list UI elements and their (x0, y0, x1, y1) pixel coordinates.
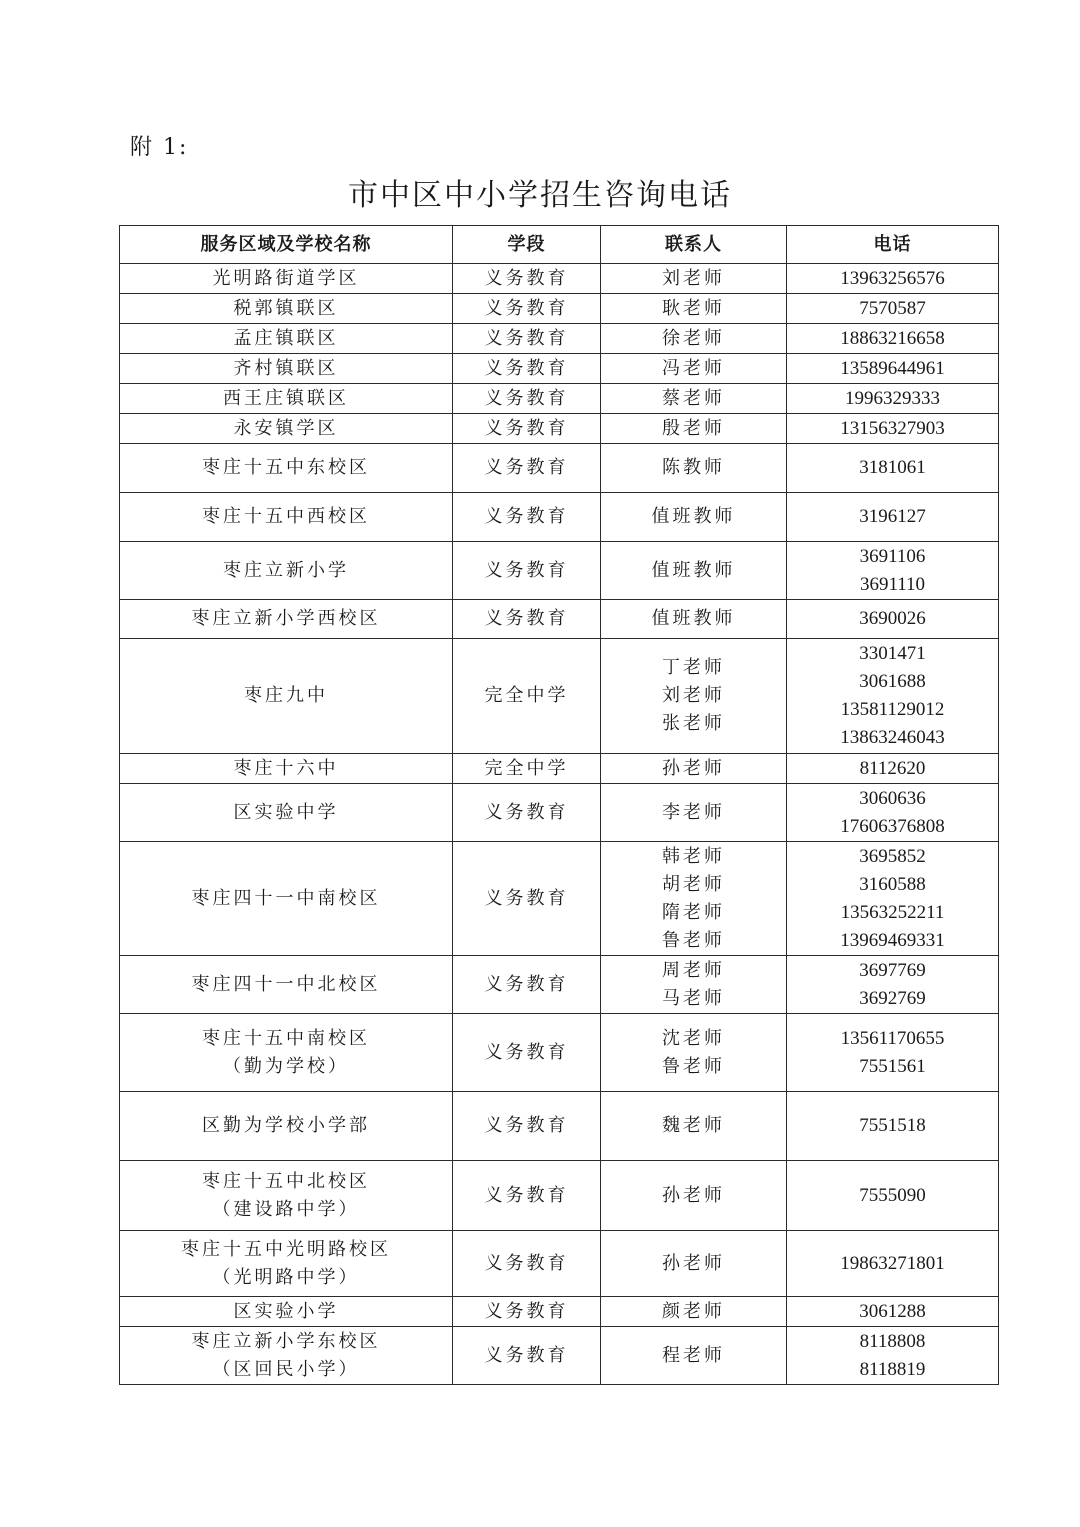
school-name-cell (120, 414, 453, 444)
header-stage: 学段 (453, 226, 601, 264)
contact-cell (601, 324, 787, 354)
contact-line: 冯老师 (662, 357, 725, 379)
school-name-cell (120, 1297, 453, 1327)
stage-cell: 义务教育 (453, 264, 601, 294)
phone-cell (787, 1014, 999, 1092)
school-name-line: 枣庄十五中北校区 (202, 1170, 370, 1192)
contact-line: 程老师 (662, 1344, 725, 1366)
school-name-line: 齐村镇联区 (233, 357, 339, 379)
stage-cell: 义务教育 (453, 324, 601, 354)
contact-line: 张老师 (662, 713, 725, 734)
table-row (120, 1092, 999, 1161)
contact-line: 孙老师 (662, 757, 725, 779)
table-row (120, 956, 999, 1014)
stage-cell: 义务教育 (453, 600, 601, 639)
school-name-line: 枣庄十五中东校区 (202, 457, 370, 478)
school-name-cell (120, 1231, 453, 1297)
phone-line: 13963256576 (840, 267, 945, 289)
table-body (120, 264, 999, 1385)
table-header-row (120, 226, 999, 264)
phone-line: 3691110 (859, 573, 926, 595)
phone-cell (787, 639, 999, 754)
table-row (120, 354, 999, 384)
school-name-line: 枣庄十五中光明路校区 (181, 1238, 391, 1260)
school-name-cell (120, 264, 453, 294)
stage-cell: 义务教育 (453, 414, 601, 444)
phone-cell (787, 493, 999, 542)
contact-line: 耿老师 (662, 297, 725, 319)
table-row (120, 264, 999, 294)
phone-line: 7570587 (859, 297, 926, 319)
phone-line: 7551518 (859, 1115, 926, 1136)
contact-line: 魏老师 (662, 1115, 725, 1136)
contact-line: 孙老师 (662, 1252, 725, 1274)
header-phone: 电话 (787, 226, 999, 264)
school-name-line: 光明路街道学区 (212, 267, 360, 289)
school-name-line: 枣庄立新小学 (223, 559, 349, 581)
table-row (120, 493, 999, 542)
contact-line: 孙老师 (662, 1184, 725, 1206)
stage-cell: 义务教育 (453, 444, 601, 493)
school-name-cell (120, 1327, 453, 1385)
school-name-line: 税郭镇联区 (233, 297, 339, 319)
contact-cell (601, 600, 787, 639)
phone-line: 13589644961 (840, 357, 945, 379)
phone-cell (787, 1231, 999, 1297)
table-row (120, 384, 999, 414)
school-name-line: 枣庄四十一中北校区 (191, 973, 381, 995)
school-name-cell (120, 493, 453, 542)
table-row (120, 600, 999, 639)
table-row (120, 444, 999, 493)
phone-line: 8118819 (859, 1358, 926, 1380)
stage-cell: 义务教育 (453, 1014, 601, 1092)
contact-cell (601, 1092, 787, 1161)
contact-line: 值班教师 (651, 559, 736, 581)
stage-cell: 义务教育 (453, 493, 601, 542)
table-row (120, 1231, 999, 1297)
phone-cell (787, 1092, 999, 1161)
contact-cell (601, 264, 787, 294)
contact-cell (601, 784, 787, 842)
phone-line: 3692769 (859, 987, 926, 1009)
school-name-line: 枣庄四十一中南校区 (191, 887, 381, 909)
phone-cell (787, 444, 999, 493)
school-name-line: （建设路中学） (212, 1198, 360, 1220)
contact-line: 鲁老师 (662, 1055, 725, 1077)
phone-line: 8112620 (859, 757, 926, 779)
stage-cell: 义务教育 (453, 784, 601, 842)
phone-line: 3061288 (859, 1300, 926, 1322)
phone-cell (787, 294, 999, 324)
school-name-line: 孟庄镇联区 (233, 327, 339, 349)
contact-line: 值班教师 (651, 506, 736, 527)
school-name-line: （光明路中学） (212, 1266, 360, 1288)
phone-line: 17606376808 (840, 815, 945, 837)
phone-cell (787, 600, 999, 639)
phone-line: 7551561 (859, 1055, 926, 1077)
phone-line: 3061688 (859, 671, 926, 692)
stage-cell: 义务教育 (453, 1092, 601, 1161)
table-row (120, 639, 999, 754)
phone-line: 18863216658 (840, 327, 945, 349)
school-name-cell (120, 639, 453, 754)
school-name-cell (120, 842, 453, 956)
phone-line: 13156327903 (840, 417, 945, 439)
contact-line: 沈老师 (662, 1027, 725, 1049)
school-name-line: 永安镇学区 (233, 417, 339, 439)
contact-line: 鲁老师 (662, 929, 725, 951)
table-row (120, 414, 999, 444)
phone-line: 13563252211 (840, 901, 945, 923)
stage-cell: 义务教育 (453, 842, 601, 956)
contact-cell (601, 294, 787, 324)
contact-line: 刘老师 (662, 685, 725, 706)
phone-cell (787, 384, 999, 414)
phone-cell (787, 1297, 999, 1327)
phone-cell (787, 784, 999, 842)
table-row (120, 1327, 999, 1385)
contact-line: 颜老师 (662, 1300, 725, 1322)
phone-cell (787, 542, 999, 600)
contact-line: 徐老师 (662, 327, 725, 349)
table-row (120, 1014, 999, 1092)
school-name-cell (120, 324, 453, 354)
contact-cell (601, 842, 787, 956)
contact-line: 隋老师 (662, 901, 725, 923)
contact-line: 胡老师 (662, 873, 725, 895)
header-school-name: 服务区域及学校名称 (120, 226, 453, 264)
school-name-cell (120, 384, 453, 414)
phone-line: 3691106 (859, 545, 926, 567)
phone-line: 13561170655 (840, 1027, 945, 1049)
contact-cell (601, 444, 787, 493)
stage-cell: 完全中学 (453, 754, 601, 784)
contact-cell (601, 1327, 787, 1385)
contact-cell (601, 1014, 787, 1092)
phone-line: 3301471 (859, 643, 926, 664)
stage-cell: 义务教育 (453, 956, 601, 1014)
contact-cell (601, 542, 787, 600)
phone-line: 1996329333 (845, 387, 940, 409)
stage-cell: 义务教育 (453, 1231, 601, 1297)
school-name-cell (120, 600, 453, 639)
phone-cell (787, 842, 999, 956)
school-name-line: 西王庄镇联区 (223, 387, 349, 409)
table-row (120, 542, 999, 600)
phone-cell (787, 414, 999, 444)
school-name-line: 区实验中学 (233, 801, 339, 823)
annex-label: 附 1: (130, 135, 189, 160)
phone-line: 3060636 (859, 787, 926, 809)
contact-cell (601, 354, 787, 384)
school-name-cell (120, 294, 453, 324)
table-row (120, 842, 999, 956)
stage-cell: 义务教育 (453, 1327, 601, 1385)
school-name-line: 枣庄九中 (244, 685, 328, 706)
contact-line: 值班教师 (651, 608, 736, 629)
table-row (120, 294, 999, 324)
phone-cell (787, 1161, 999, 1231)
school-name-line: 区实验小学 (233, 1300, 339, 1322)
table-row (120, 324, 999, 354)
school-name-line: 区勤为学校小学部 (202, 1115, 370, 1136)
contact-line: 陈教师 (662, 457, 725, 478)
contact-line: 殷老师 (662, 417, 725, 439)
school-name-cell (120, 754, 453, 784)
stage-cell: 义务教育 (453, 294, 601, 324)
phone-line: 3160588 (859, 873, 926, 895)
phone-line: 3196127 (859, 506, 926, 527)
school-name-line: 枣庄十五中西校区 (202, 506, 370, 527)
document-title: 市中区中小学招生咨询电话 (348, 178, 732, 213)
contact-line: 马老师 (662, 987, 725, 1009)
school-name-cell (120, 956, 453, 1014)
header-contact: 联系人 (601, 226, 787, 264)
school-name-cell (120, 1092, 453, 1161)
contact-cell (601, 1231, 787, 1297)
school-name-cell (120, 542, 453, 600)
school-name-line: （勤为学校） (223, 1055, 349, 1077)
contact-cell (601, 754, 787, 784)
contact-line: 周老师 (662, 959, 725, 981)
contact-cell (601, 493, 787, 542)
phone-line: 19863271801 (840, 1252, 945, 1274)
contact-line: 丁老师 (662, 657, 725, 678)
table-row (120, 784, 999, 842)
stage-cell: 完全中学 (453, 639, 601, 754)
stage-cell: 义务教育 (453, 384, 601, 414)
school-name-line: （区回民小学） (212, 1358, 360, 1380)
school-name-cell (120, 784, 453, 842)
stage-cell: 义务教育 (453, 1161, 601, 1231)
phone-line: 7555090 (859, 1184, 926, 1206)
phone-cell (787, 956, 999, 1014)
phone-line: 8118808 (859, 1330, 926, 1352)
contact-cell (601, 414, 787, 444)
phone-cell (787, 324, 999, 354)
stage-cell: 义务教育 (453, 354, 601, 384)
contact-line: 蔡老师 (662, 387, 725, 409)
contact-cell (601, 384, 787, 414)
phone-line: 13581129012 (840, 699, 945, 720)
contact-cell (601, 639, 787, 754)
school-name-line: 枣庄立新小学西校区 (191, 608, 381, 629)
table-row (120, 754, 999, 784)
school-name-cell (120, 354, 453, 384)
school-name-cell (120, 444, 453, 493)
school-name-cell (120, 1014, 453, 1092)
phone-cell (787, 1327, 999, 1385)
table-row (120, 1161, 999, 1231)
table-row (120, 1297, 999, 1327)
contact-line: 李老师 (662, 801, 725, 823)
phone-line: 3690026 (859, 608, 926, 629)
phone-line: 3695852 (859, 845, 926, 867)
phone-cell (787, 354, 999, 384)
contact-cell (601, 1161, 787, 1231)
school-name-cell (120, 1161, 453, 1231)
stage-cell: 义务教育 (453, 542, 601, 600)
contact-cell (601, 1297, 787, 1327)
phone-line: 3181061 (859, 457, 926, 478)
contact-line: 刘老师 (662, 267, 725, 289)
phone-cell (787, 754, 999, 784)
phone-line: 13969469331 (840, 929, 945, 951)
contact-line: 韩老师 (662, 845, 725, 867)
school-name-line: 枣庄十六中 (233, 757, 339, 779)
phone-cell (787, 264, 999, 294)
school-name-line: 枣庄立新小学东校区 (191, 1330, 381, 1352)
stage-cell: 义务教育 (453, 1297, 601, 1327)
contact-cell (601, 956, 787, 1014)
phone-line: 3697769 (859, 959, 926, 981)
phone-line: 13863246043 (840, 727, 945, 748)
school-name-line: 枣庄十五中南校区 (202, 1027, 370, 1049)
admissions-contact-table (119, 225, 999, 1385)
